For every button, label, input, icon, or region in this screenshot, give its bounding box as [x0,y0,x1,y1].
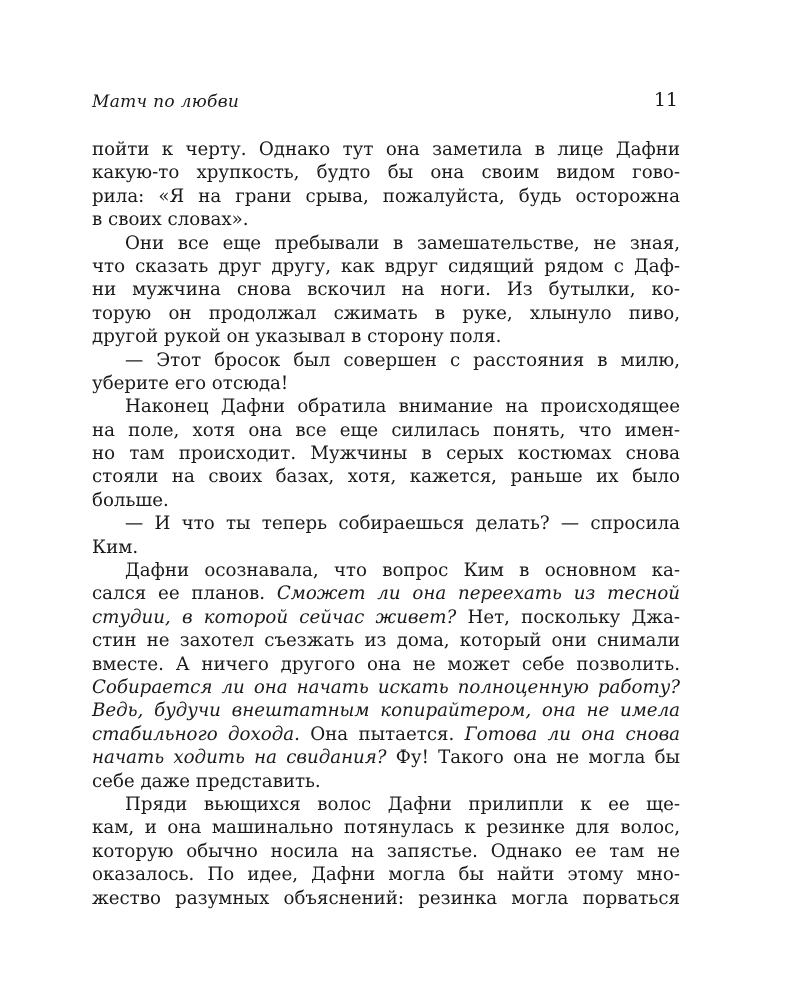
body-text-run: что сказать друг другу, как вдруг сидящий рядом с Даф- [92,255,680,277]
text-line [92,699,680,722]
body-text-run: Наконец Дафни обратила внимание на происходящее [125,396,680,418]
italic-text: Сможет ли она переехать из тесной [276,583,680,605]
text-line [92,536,680,559]
body-text-run: — И что ты теперь собираешься делать? — спросила [125,513,680,535]
italic-text: стабильного дохода. [92,723,300,745]
text-line [92,676,680,699]
text-line [92,606,680,629]
body-text-run: но там происходит. Мужчины в серых костюмах снова [92,443,680,465]
text-line [92,349,680,372]
text-line [92,770,680,793]
body-text-run: кам, и она машинально потянулась к резинке для волос, [92,817,680,839]
text-line [92,278,680,301]
text-line [92,302,680,325]
text-line [92,232,680,255]
text-line [92,185,680,208]
body-text-run: ни мужчина снова вскочил на ноги. Из бутылки, ко- [92,279,680,301]
body-text-run: сался ее планов. [92,583,277,605]
body-text-run: больше. [92,489,169,511]
body-text-run: Она пытается. [299,723,465,745]
body-text-run: стин не захотел съезжать из дома, который они снимали [92,630,680,652]
text-line [92,465,680,488]
text-line [92,887,680,910]
body-text-run: Ким. [92,536,139,558]
running-head [92,86,680,116]
body-text-run: Они все еще пребывали в замешательстве, не зная, [125,232,680,254]
body-text-run: Фу! Такого она не могла бы [386,747,681,769]
text-line [92,325,680,348]
italic-text: Ведь, будучи внештатным копирайтером, она не имела [92,700,680,722]
text-line [92,372,680,395]
text-line [92,816,680,839]
body-text-run: Пряди вьющихся волос Дафни прилипли к ее ще- [125,793,680,815]
text-line [92,582,680,605]
text-line [92,442,680,465]
body-text-run: на поле, хотя она все еще силилась понять, что имен- [92,419,680,441]
body-text-run: жество разумных объяснений: резинка могла порваться [92,887,680,909]
text-line [92,793,680,816]
body-text-run: в своих словах». [92,209,249,231]
text-line [92,512,680,535]
text-line [92,840,680,863]
text-line [92,208,680,231]
body-text-run: Нет, поскольку Джа- [456,606,680,628]
body-text-run: торую он продолжал сжимать в руке, хлынуло пиво, [92,302,680,324]
body-text-run: стояли на своих базах, хотя, кажется, раньше их было [92,466,680,488]
body-text-run: рила: «Я на грани срыва, пожалуйста, будь осторожна [92,185,680,207]
text-line [92,255,680,278]
text-line [92,653,680,676]
text-line [92,629,680,652]
body-text-run: — Этот бросок был совершен с расстояния в милю, [125,349,680,371]
text-line [92,746,680,769]
italic-text: начать ходить на свидания? [92,747,387,769]
italic-text: Собирается ли она начать искать полноценную работу? [92,676,680,698]
italic-text: студии, в которой сейчас живет? [92,606,457,628]
text-line [92,489,680,512]
body-text-run: оказалось. По идее, Дафни могла бы найти этому мно- [92,864,680,886]
body-text [92,138,680,910]
text-line [92,559,680,582]
running-title: Матч по любви [92,92,240,112]
body-text-run: какую-то хрупкость, будто бы она своим видом гово- [92,162,680,184]
text-line [92,395,680,418]
italic-text: Готова ли она снова [464,723,680,745]
text-line [92,723,680,746]
body-text-run: пойти к черту. Однако тут она заметила в лице Дафни [92,139,680,160]
body-text-run: другой рукой он указывал в сторону поля. [92,326,502,348]
body-text-run: вместе. А ничего другого она не может себе позволить. [92,653,680,675]
page-number: 11 [653,89,678,111]
body-text-run: Дафни осознавала, что вопрос Ким в основном ка- [125,560,680,582]
body-text-run: которую обычно носила на запястье. Однако ее там не [92,840,680,862]
text-line [92,419,680,442]
text-line [92,161,680,184]
text-line [92,863,680,886]
text-line [92,138,680,161]
body-text-run: уберите его отсюда! [92,372,289,394]
body-text-run: себе даже представить. [92,770,321,792]
